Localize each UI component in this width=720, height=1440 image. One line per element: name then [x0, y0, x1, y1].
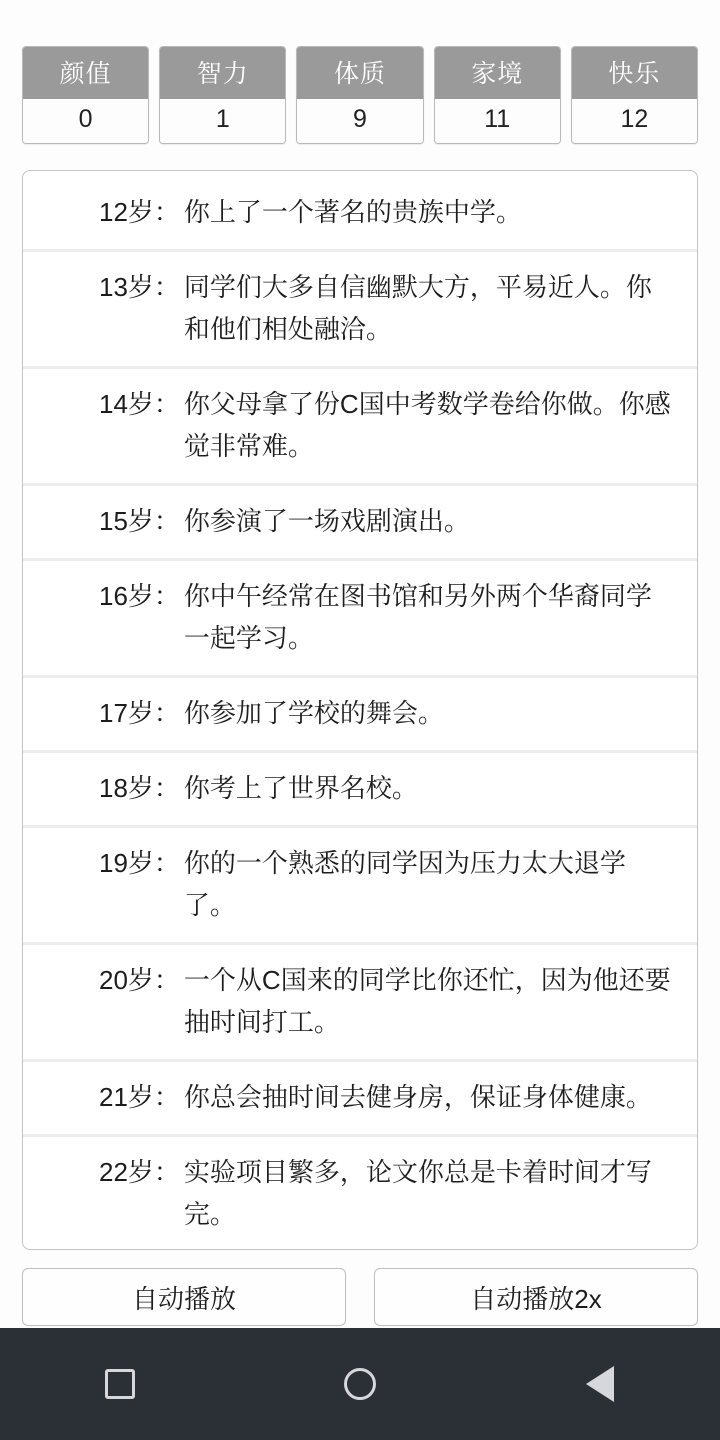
- stat-label-intelligence: 智力: [160, 47, 285, 99]
- stat-card-family: [434, 46, 561, 144]
- list-item: [23, 753, 697, 828]
- list-item: [23, 678, 697, 753]
- stats-bar: [0, 0, 720, 144]
- action-bar: [0, 1250, 720, 1326]
- log-text: 同学们大多自信幽默大方，平易近人。你和他们相处融洽。: [183, 272, 652, 344]
- log-age: 19岁：: [99, 848, 180, 878]
- list-item: [23, 1137, 697, 1250]
- auto-play-2x-button[interactable]: 自动播放2x: [374, 1268, 698, 1326]
- recents-button[interactable]: [60, 1328, 180, 1440]
- list-item: [23, 1062, 697, 1137]
- log-text: 你总会抽时间去健身房，保证身体健康。: [183, 1082, 652, 1112]
- list-item: [23, 252, 697, 369]
- stat-label-constitution: 体质: [297, 47, 422, 99]
- stat-card-happiness: [571, 46, 698, 144]
- log-text: 你的一个熟悉的同学因为压力太大退学了。: [183, 848, 626, 920]
- recents-square-icon: [105, 1369, 135, 1399]
- log-text: 你中午经常在图书馆和另外两个华裔同学一起学习。: [183, 581, 652, 653]
- list-item: [23, 945, 697, 1062]
- life-log-panel[interactable]: [22, 170, 698, 1250]
- log-age: 20岁：: [99, 965, 180, 995]
- log-text: 实验项目繁多，论文你总是卡着时间才写完。: [183, 1157, 652, 1229]
- stat-card-intelligence: [159, 46, 286, 144]
- log-age: 22岁：: [99, 1157, 180, 1187]
- back-button[interactable]: [540, 1328, 660, 1440]
- stat-value-family: 11: [435, 99, 560, 143]
- log-text: 你参加了学校的舞会。: [183, 698, 444, 728]
- list-item: [23, 486, 697, 561]
- list-item: [23, 369, 697, 486]
- auto-play-button[interactable]: 自动播放: [22, 1268, 346, 1326]
- stat-value-happiness: 12: [572, 99, 697, 143]
- list-item: [23, 177, 697, 252]
- log-text: 你上了一个著名的贵族中学。: [183, 197, 522, 227]
- stat-label-appearance: 颜值: [23, 47, 148, 99]
- list-item: [23, 561, 697, 678]
- stat-label-happiness: 快乐: [572, 47, 697, 99]
- log-age: 12岁：: [99, 197, 180, 227]
- stat-card-appearance: [22, 46, 149, 144]
- home-button[interactable]: [300, 1328, 420, 1440]
- life-log-list: [23, 171, 697, 1250]
- log-age: 13岁：: [99, 272, 180, 302]
- stat-value-intelligence: 1: [160, 99, 285, 143]
- log-age: 17岁：: [99, 698, 180, 728]
- log-age: 18岁：: [99, 773, 180, 803]
- back-triangle-icon: [586, 1366, 614, 1402]
- log-text: 你参演了一场戏剧演出。: [183, 506, 470, 536]
- log-age: 15岁：: [99, 506, 180, 536]
- stat-value-constitution: 9: [297, 99, 422, 143]
- log-text: 一个从C国来的同学比你还忙，因为他还要抽时间打工。: [183, 965, 671, 1037]
- log-age: 14岁：: [99, 389, 180, 419]
- log-age: 16岁：: [99, 581, 180, 611]
- stat-card-constitution: [296, 46, 423, 144]
- list-item: [23, 828, 697, 945]
- android-nav-bar: [0, 1328, 720, 1440]
- home-circle-icon: [344, 1368, 376, 1400]
- log-text: 你父母拿了份C国中考数学卷给你做。你感觉非常难。: [183, 389, 671, 461]
- stat-value-appearance: 0: [23, 99, 148, 143]
- log-age: 21岁：: [99, 1082, 180, 1112]
- stat-label-family: 家境: [435, 47, 560, 99]
- log-text: 你考上了世界名校。: [183, 773, 418, 803]
